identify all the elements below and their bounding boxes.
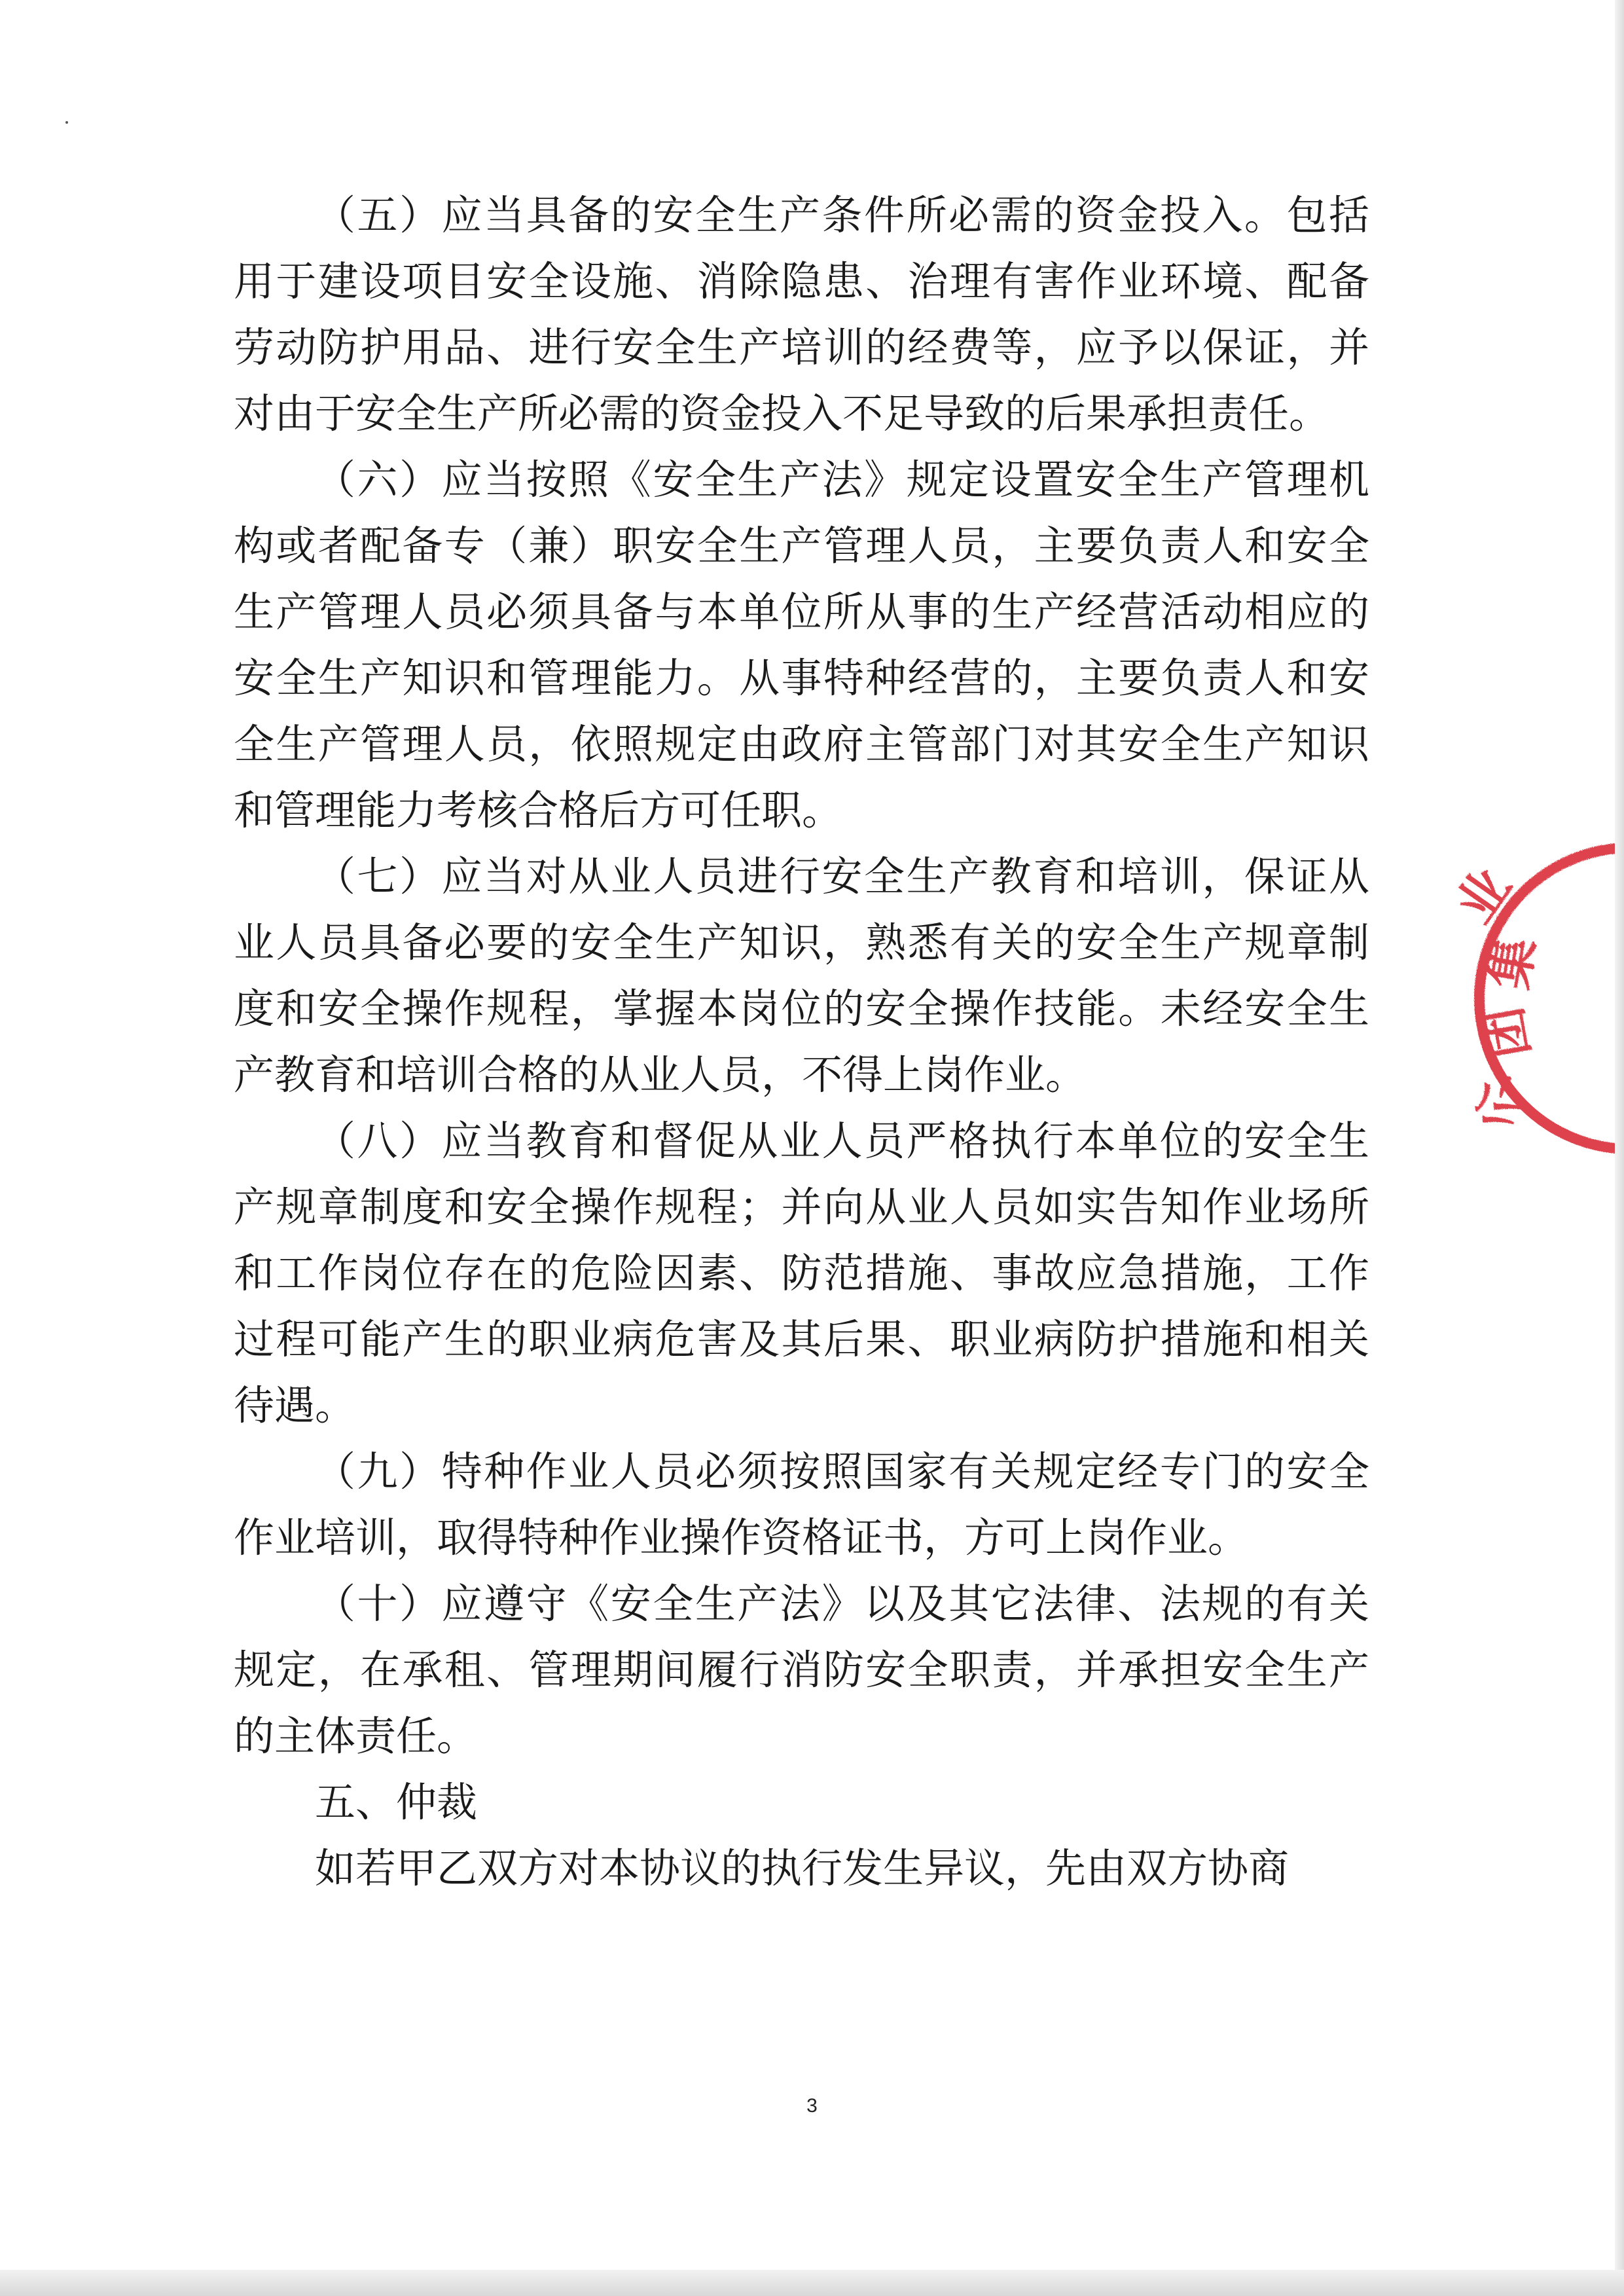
svg-text:公: 公 bbox=[1462, 1066, 1540, 1140]
clause-10-paragraph: （十）应遵守《安全生产法》以及其它法律、法规的有关规定，在承租、管理期间履行消防安全职责，并承担安全生产的主体责任。 bbox=[234, 1580, 1369, 1760]
clause-9-paragraph: （九）特种作业人员必须按照国家有关规定经专门的安全作业培训，取得特种作业操作资格证书，方可上岗作业。 bbox=[234, 1448, 1369, 1561]
section-heading-arbitration: 五、仲裁 bbox=[315, 1778, 478, 1826]
clause-5-paragraph: （五）应当具备的安全生产条件所必需的资金投入。包括用于建设项目安全设施、消除隐患、治理有害作业环境、配备劳动防护用品、进行安全生产培训的经费等，应予以保证，并对由于安全生产所必需的资金投入不足导致的后果承担责任。 bbox=[234, 191, 1369, 437]
page-number: 3 bbox=[806, 2095, 818, 2117]
svg-text:团: 团 bbox=[1473, 1002, 1541, 1063]
svg-text:集: 集 bbox=[1479, 932, 1547, 994]
clause-7-paragraph: （七）应当对从业人员进行安全生产教育和培训，保证从业人员具备必要的安全生产知识，熟悉有关的安全生产规章制度和安全操作规程，掌握本岗位的安全操作技能。未经安全生产教育和培训合格的从业人员，不得上岗作业。 bbox=[234, 852, 1369, 1099]
company-seal-stamp bbox=[1434, 835, 1624, 1175]
scan-edge-right bbox=[1615, 0, 1624, 2296]
document-body bbox=[234, 182, 1369, 1901]
scan-speck bbox=[65, 121, 68, 124]
clause-8-paragraph: （八）应当教育和督促从业人员严格执行本单位的安全生产规章制度和安全操作规程；并向从业人员如实告知作业场所和工作岗位存在的危险因素、防范措施、事故应急措施，工作过程可能产生的职业病危害及其后果、职业病防护措施和相关待遇。 bbox=[234, 1117, 1369, 1429]
seal-lettering bbox=[1445, 858, 1546, 1140]
clause-6-paragraph: （六）应当按照《安全生产法》规定设置安全生产管理机构或者配备专（兼）职安全生产管理人员，主要负责人和安全生产管理人员必须具备与本单位所从事的生产经营活动相应的安全生产知识和管理能力。从事特种经营的，主要负责人和安全生产管理人员，依照规定由政府主管部门对其安全生产知识和管理能力考核合格后方可任职。 bbox=[234, 456, 1369, 834]
arbitration-paragraph: 如若甲乙双方对本协议的执行发生异议，先由双方协商 bbox=[315, 1844, 1290, 1892]
scan-edge-bottom bbox=[0, 2270, 1624, 2296]
svg-text:业: 业 bbox=[1445, 857, 1523, 934]
